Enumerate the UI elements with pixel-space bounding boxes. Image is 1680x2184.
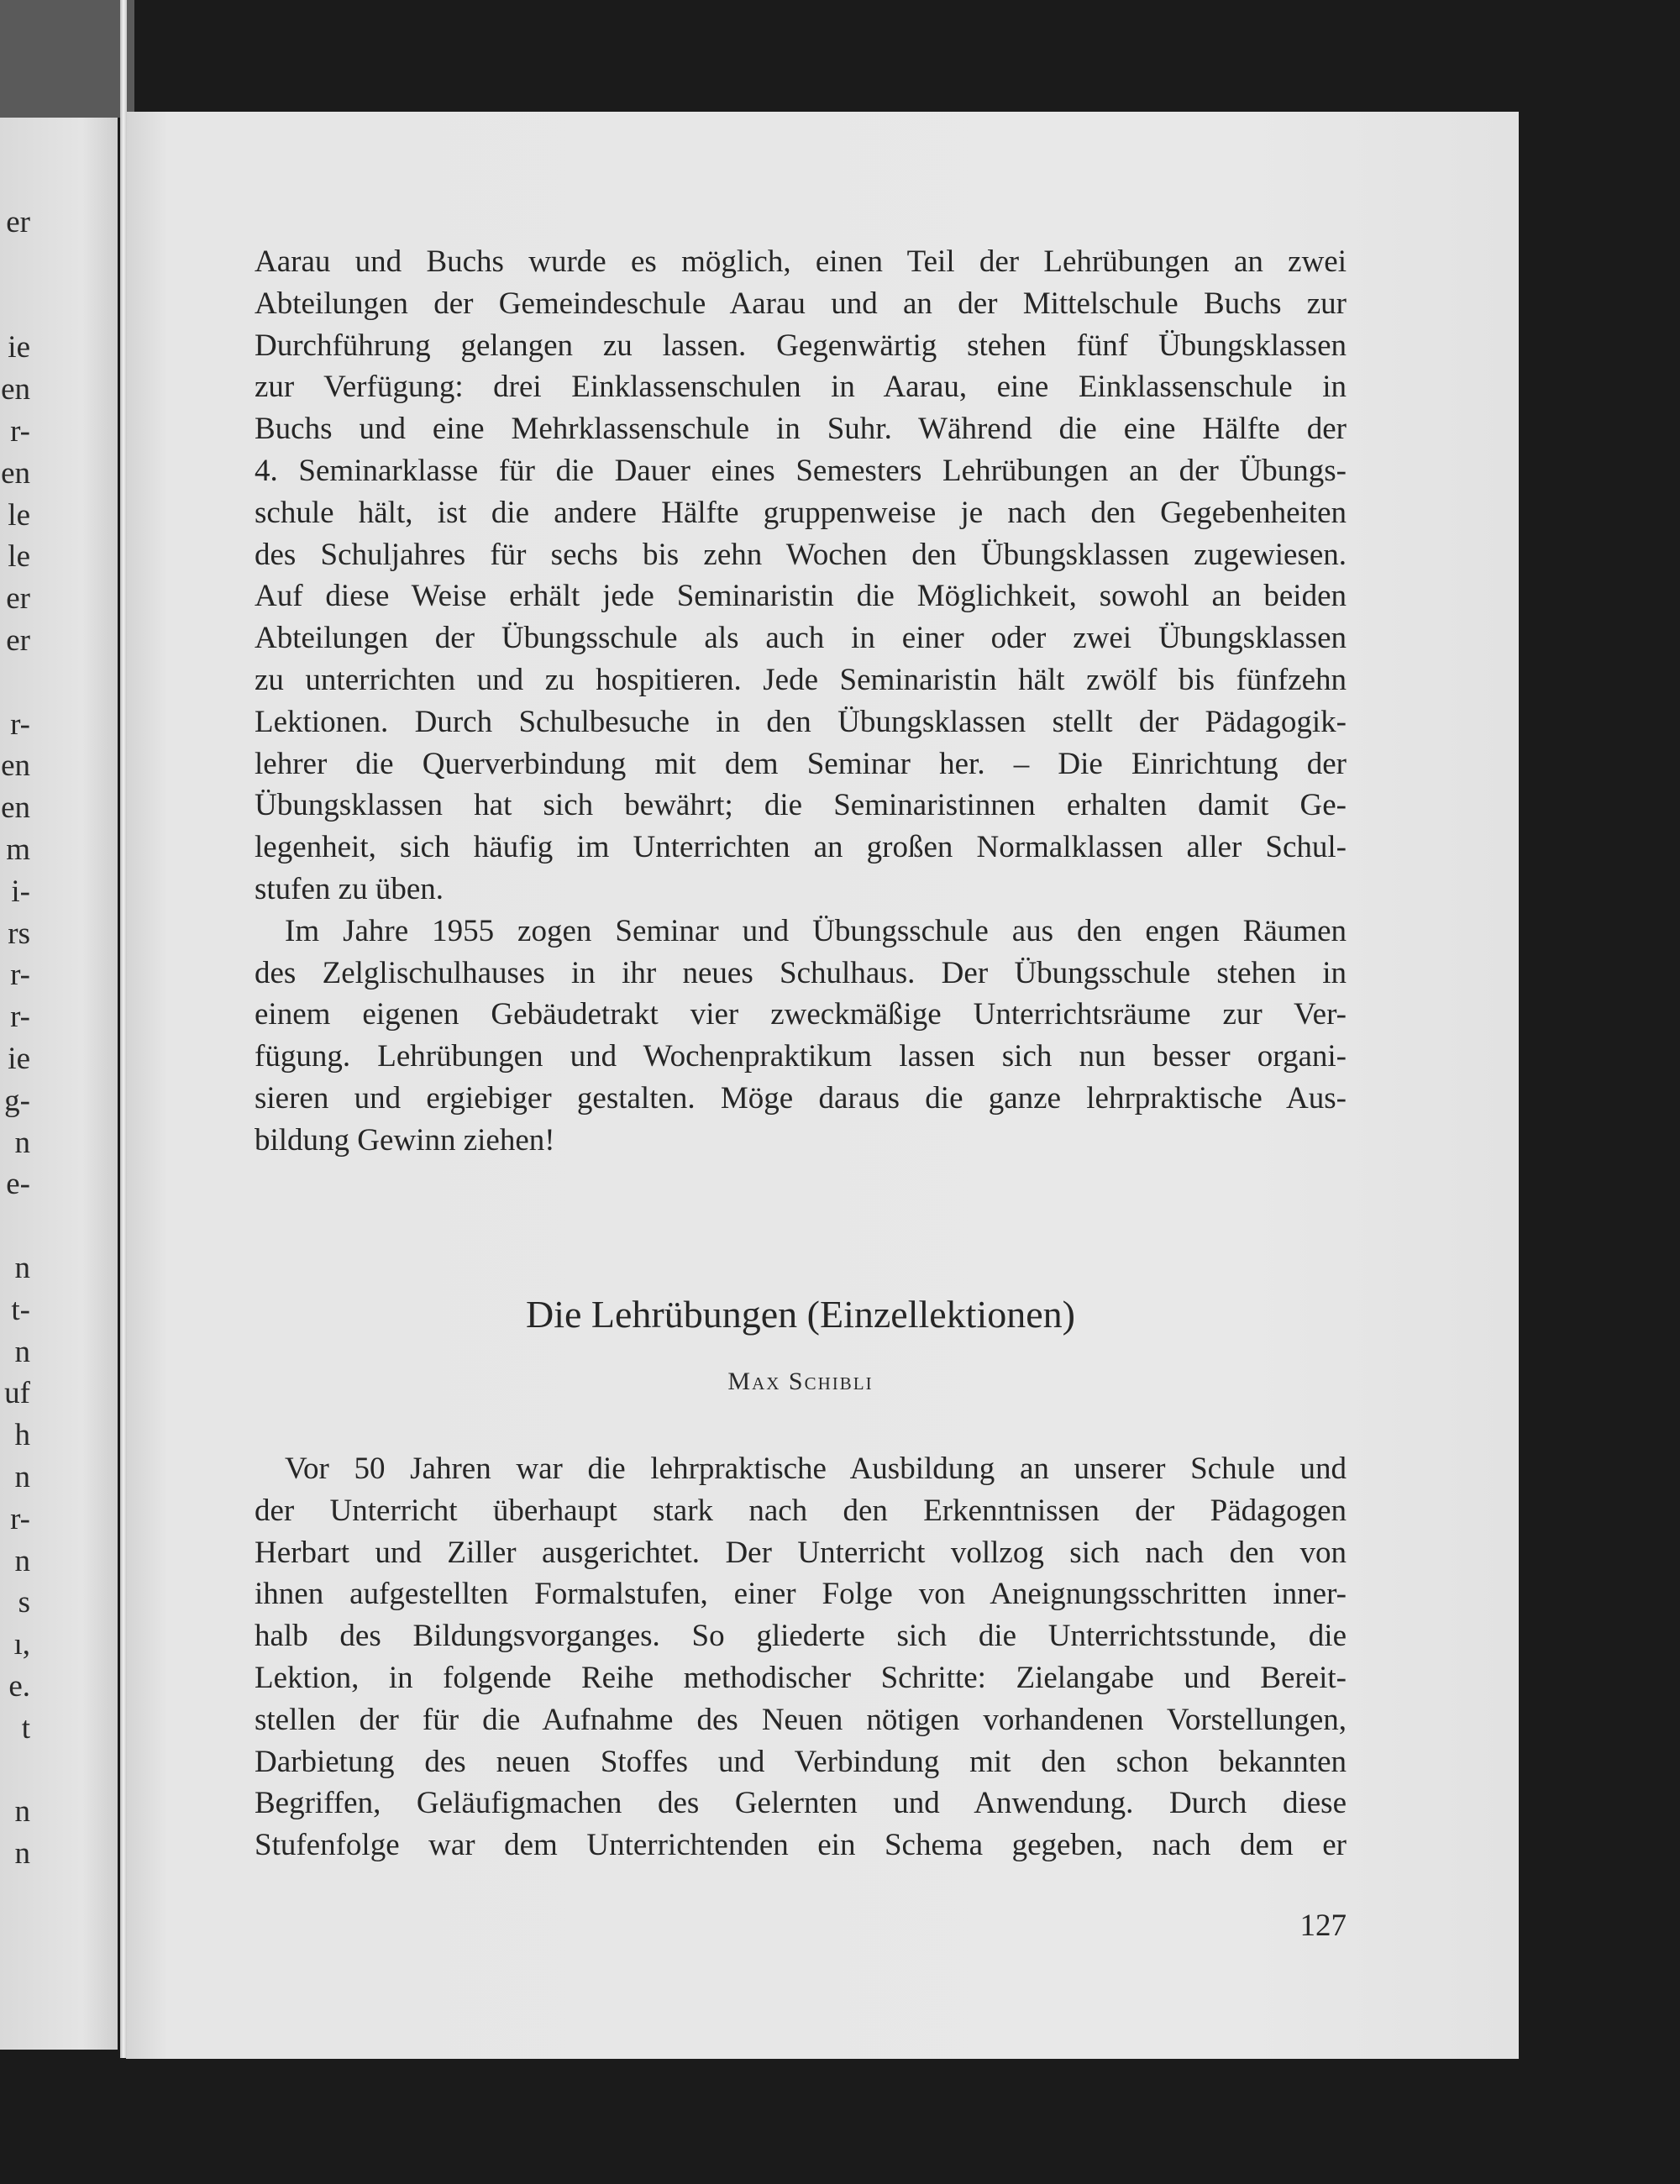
left-page-text-fragment: le [8,497,30,533]
left-page-text-fragment: n [14,1334,30,1369]
text-line: stufen zu üben. [255,872,444,906]
left-page-text-fragment: n [14,1794,30,1830]
left-page-text-fragment: en [1,748,30,784]
left-page-text-fragment: ie [8,330,30,365]
left-page-text-fragment: t- [11,1292,30,1327]
text-line: Im Jahre 1955 zogen Seminar und Übungsschule aus den engen Räumen [285,913,1347,948]
left-page-text-fragment: er [6,623,30,658]
text-line: des Schuljahres für sechs bis zehn Wochen den Übungsklassen zugewiesen. [255,537,1347,572]
left-page-text-fragment: er [6,581,30,617]
book-cover-cloth [0,0,134,118]
left-page-text-fragment: r- [10,958,30,993]
text-line: schule hält, ist die andere Hälfte gruppenweise je nach den Gegebenheiten [255,495,1347,530]
left-page-text-fragment: en [1,372,30,407]
text-line: Abteilungen der Übungsschule als auch in einer oder zwei Übungsklassen [255,621,1347,656]
text-line: bildung Gewinn ziehen! [255,1122,555,1158]
text-line: der Unterricht überhaupt stark nach den Erkenntnissen der Pädagogen [255,1493,1347,1528]
left-page-text-fragment: r- [10,414,30,449]
text-line: Durchführung gelangen zu lassen. Gegenwärtig stehen fünf Übungsklassen [255,328,1347,363]
left-page-text-fragment: m [6,832,30,867]
section-heading: Die Lehrübungen (Einzellektionen) [526,1293,1075,1336]
left-page-text-fragment: n [14,1543,30,1578]
left-page-text-fragment: e- [6,1167,30,1202]
left-page-text-fragment: n [14,1251,30,1285]
left-page-text-fragment: t [21,1710,30,1746]
page-number: 127 [1299,1908,1347,1943]
left-page-text-fragment: h [14,1418,30,1453]
left-page-text-fragment: s [18,1585,30,1620]
text-line: Übungsklassen hat sich bewährt; die Seminaristinnen erhalten damit Ge- [255,788,1347,823]
left-page-text-fragment: en [1,790,30,826]
text-line: Darbietung des neuen Stoffes und Verbindung mit den schon bekannten [255,1744,1347,1779]
left-page-text-fragment: r- [10,1000,30,1035]
text-line: Lektion, in folgende Reihe methodischer Schritte: Zielangabe und Bereit- [255,1661,1347,1695]
left-page-text-fragment: n [14,1836,30,1872]
left-page-text-fragment: e. [8,1669,30,1704]
left-page-text-fragment: uf [4,1376,30,1411]
left-page-text-fragment: r- [10,706,30,742]
author-name: Max Schibli [727,1368,874,1395]
left-page-text-fragment: n [14,1125,30,1160]
text-line: Lektionen. Durch Schulbesuche in den Übungsklassen stellt der Pädagogik- [255,704,1347,739]
left-page-text-fragment: ie [8,1042,30,1076]
text-line: zu unterrichten und zu hospitieren. Jede Seminaristin hält zwölf bis fünfzehn [255,663,1347,697]
text-line: Aarau und Buchs wurde es möglich, einen Teil der Lehrübungen an zwei [255,244,1347,279]
left-page-text-fragment: en [1,455,30,491]
text-line: ihnen aufgestellten Formalstufen, einer Folge von Aneignungsschritten inner- [255,1577,1347,1612]
left-page-text-fragment: n [14,1460,30,1494]
text-line: zur Verfügung: drei Einklassenschulen in Aarau, eine Einklassenschule in [255,370,1347,405]
text-line: einem eigenen Gebäudetrakt vier zweckmäßige Unterrichtsräume zur Ver- [255,997,1347,1032]
text-line: Vor 50 Jahren war die lehrpraktische Ausbildung an unserer Schule und [285,1452,1347,1486]
text-line: Auf diese Weise erhält jede Seminaristin die Möglichkeit, sowohl an beiden [255,579,1347,614]
text-line: fügung. Lehrübungen und Wochenpraktikum lassen sich nun besser organi- [255,1039,1347,1074]
text-line: Begriffen, Geläufigmachen des Gelernten und Anwendung. Durch diese [255,1786,1347,1821]
text-line: halb des Bildungsvorganges. So gliederte sich die Unterrichtsstunde, die [255,1619,1347,1654]
text-line: Stufenfolge war dem Unterrichtenden ein Schema gegeben, nach dem er [255,1828,1347,1863]
book-gutter [120,0,127,2058]
left-page-text-fragment: rs [8,916,30,951]
left-page-text-fragment: g- [4,1083,30,1118]
text-line: Abteilungen der Gemeindeschule Aarau und an der Mittelschule Buchs zur [255,286,1347,321]
text-line: des Zelglischulhauses in ihr neues Schulhaus. Der Übungsschule stehen in [255,955,1347,990]
left-page-text-fragment: er [6,205,30,239]
text-line: sieren und ergiebiger gestalten. Möge daraus die ganze lehrpraktische Aus- [255,1081,1347,1116]
text-line: 4. Seminarklasse für die Dauer eines Semesters Lehrübungen an der Übungs- [255,454,1347,488]
left-page-text-fragment: le [8,539,30,575]
text-line: lehrer die Querverbindung mit dem Seminar her. – Die Einrichtung der [255,746,1347,781]
text-line: Buchs und eine Mehrklassenschule in Suhr. Während die eine Hälfte der [255,412,1347,447]
text-line: Herbart und Ziller ausgerichtet. Der Unterricht vollzog sich nach den von [255,1535,1347,1570]
left-page-text-fragment: i- [11,874,30,909]
left-page-text-fragment: r- [10,1501,30,1536]
text-line: legenheit, sich häufig im Unterrichten an großen Normalklassen aller Schul- [255,830,1347,865]
left-page-text-fragment: ı, [13,1627,30,1662]
text-line: stellen der für die Aufnahme des Neuen nötigen vorhandenen Vorstellungen, [255,1702,1347,1737]
